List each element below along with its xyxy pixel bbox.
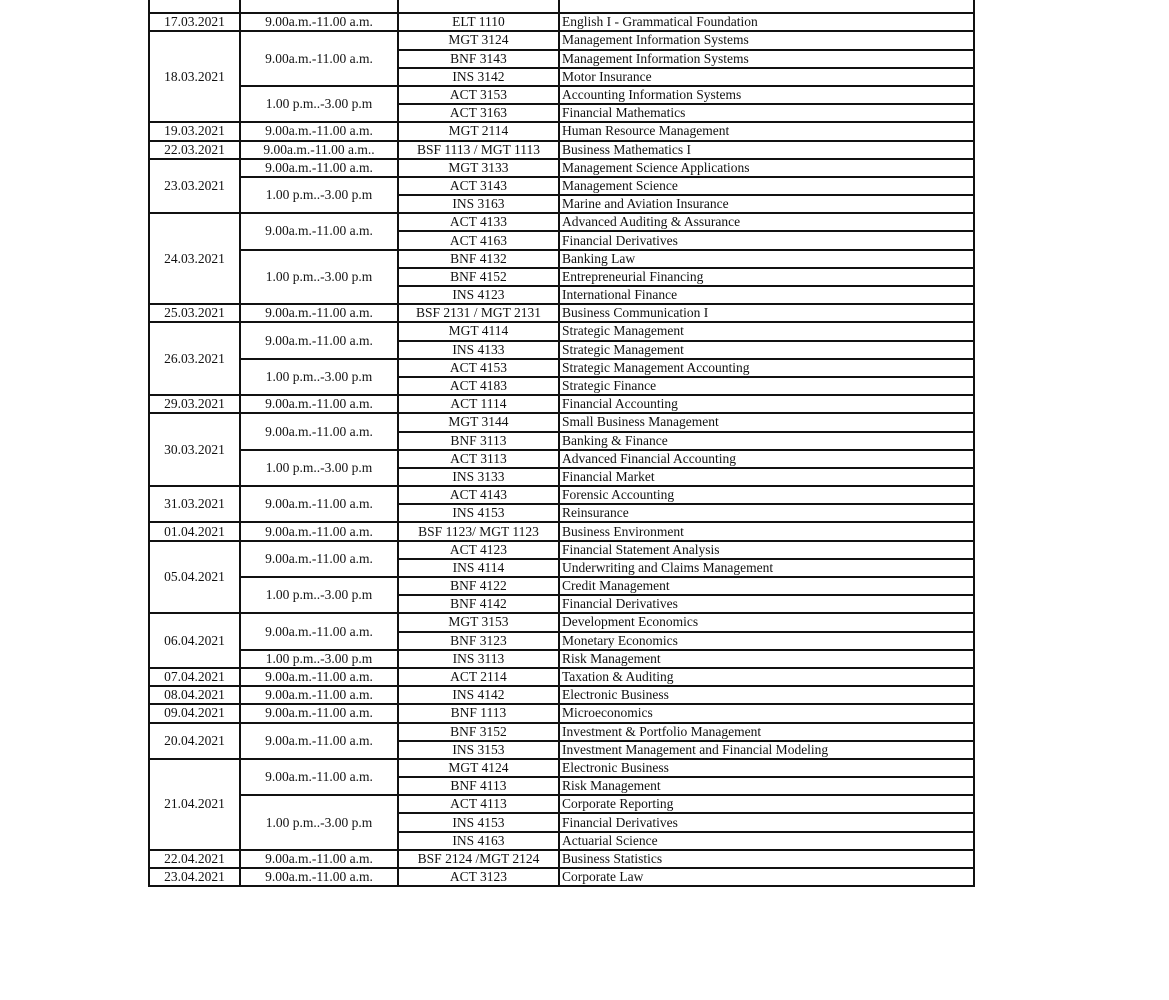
course-code-cell: ACT 3113 bbox=[398, 450, 559, 468]
exam-date-cell: 31.03.2021 bbox=[149, 486, 240, 522]
course-code-cell: MGT 3144 bbox=[398, 413, 559, 431]
course-code-cell: BNF 4113 bbox=[398, 777, 559, 795]
exam-time-cell: 1.00 p.m..-3.00 p.m bbox=[240, 577, 398, 613]
table-row bbox=[149, 359, 974, 377]
course-code-cell: ACT 4123 bbox=[398, 541, 559, 559]
course-name-cell: Corporate Reporting bbox=[559, 795, 974, 813]
course-name-cell: Accounting Information Systems bbox=[559, 86, 974, 104]
exam-time-cell: 9.00a.m.-11.00 a.m. bbox=[240, 413, 398, 449]
exam-time-cell: 1.00 p.m..-3.00 p.m bbox=[240, 86, 398, 122]
table-row bbox=[149, 522, 974, 540]
table-row bbox=[149, 322, 974, 340]
course-code-cell: MGT 3133 bbox=[398, 159, 559, 177]
course-name-cell: Credit Management bbox=[559, 577, 974, 595]
course-name-cell: Financial Market bbox=[559, 468, 974, 486]
table-row bbox=[149, 541, 974, 559]
table-row bbox=[149, 395, 974, 413]
table-row bbox=[149, 668, 974, 686]
exam-time-cell: 1.00 p.m..-3.00 p.m bbox=[240, 795, 398, 850]
course-code-cell bbox=[398, 0, 559, 13]
exam-time-cell: 9.00a.m.-11.00 a.m. bbox=[240, 668, 398, 686]
course-code-cell: ACT 4153 bbox=[398, 359, 559, 377]
exam-date-cell: 18.03.2021 bbox=[149, 31, 240, 122]
course-code-cell: MGT 2114 bbox=[398, 122, 559, 140]
table-row bbox=[149, 0, 974, 13]
course-name-cell: Strategic Finance bbox=[559, 377, 974, 395]
course-name-cell: Development Economics bbox=[559, 613, 974, 631]
exam-time-cell: 9.00a.m.-11.00 a.m. bbox=[240, 850, 398, 868]
course-name-cell: Banking & Finance bbox=[559, 432, 974, 450]
course-code-cell: ACT 3143 bbox=[398, 177, 559, 195]
exam-time-cell: 9.00a.m.-11.00 a.m. bbox=[240, 704, 398, 722]
exam-time-cell: 9.00a.m.-11.00 a.m. bbox=[240, 868, 398, 886]
course-name-cell: Marine and Aviation Insurance bbox=[559, 195, 974, 213]
course-code-cell: MGT 3153 bbox=[398, 613, 559, 631]
exam-date-cell: 22.03.2021 bbox=[149, 141, 240, 159]
course-code-cell: BNF 4152 bbox=[398, 268, 559, 286]
course-name-cell: Financial Mathematics bbox=[559, 104, 974, 122]
exam-date-cell: 20.04.2021 bbox=[149, 723, 240, 759]
course-name-cell: Management Science bbox=[559, 177, 974, 195]
exam-time-cell: 9.00a.m.-11.00 a.m. bbox=[240, 686, 398, 704]
exam-date-cell: 25.03.2021 bbox=[149, 304, 240, 322]
exam-time-cell: 9.00a.m.-11.00 a.m. bbox=[240, 304, 398, 322]
exam-time-cell: 9.00a.m.-11.00 a.m. bbox=[240, 322, 398, 358]
table-row bbox=[149, 31, 974, 49]
course-name-cell: Investment & Portfolio Management bbox=[559, 723, 974, 741]
course-name-cell: Financial Derivatives bbox=[559, 595, 974, 613]
course-code-cell: BSF 1123/ MGT 1123 bbox=[398, 522, 559, 540]
exam-time-cell: 9.00a.m.-11.00 a.m. bbox=[240, 159, 398, 177]
course-code-cell: BNF 1113 bbox=[398, 704, 559, 722]
table-row bbox=[149, 122, 974, 140]
exam-date-cell: 19.03.2021 bbox=[149, 122, 240, 140]
course-name-cell: Business Statistics bbox=[559, 850, 974, 868]
course-name-cell: Financial Derivatives bbox=[559, 231, 974, 249]
table-row bbox=[149, 13, 974, 31]
course-name-cell: Strategic Management Accounting bbox=[559, 359, 974, 377]
course-name-cell: Management Information Systems bbox=[559, 31, 974, 49]
course-name-cell: Small Business Management bbox=[559, 413, 974, 431]
table-row bbox=[149, 304, 974, 322]
exam-time-cell: 9.00a.m.-11.00 a.m.. bbox=[240, 141, 398, 159]
course-code-cell: ACT 4143 bbox=[398, 486, 559, 504]
course-code-cell: BNF 3143 bbox=[398, 50, 559, 68]
course-name-cell: Electronic Business bbox=[559, 686, 974, 704]
course-code-cell: BSF 1113 / MGT 1113 bbox=[398, 141, 559, 159]
course-name-cell: Taxation & Auditing bbox=[559, 668, 974, 686]
course-code-cell: MGT 4124 bbox=[398, 759, 559, 777]
table-row bbox=[149, 723, 974, 741]
course-name-cell: English I - Grammatical Foundation bbox=[559, 13, 974, 31]
course-name-cell: Business Communication I bbox=[559, 304, 974, 322]
table-row bbox=[149, 650, 974, 668]
course-code-cell: INS 4123 bbox=[398, 286, 559, 304]
exam-date-cell: 17.03.2021 bbox=[149, 13, 240, 31]
course-name-cell: Entrepreneurial Financing bbox=[559, 268, 974, 286]
course-code-cell: INS 3163 bbox=[398, 195, 559, 213]
table-row bbox=[149, 613, 974, 631]
course-code-cell: ACT 3163 bbox=[398, 104, 559, 122]
exam-timetable bbox=[148, 0, 975, 887]
exam-time-cell: 9.00a.m.-11.00 a.m. bbox=[240, 395, 398, 413]
exam-date-cell: 22.04.2021 bbox=[149, 850, 240, 868]
exam-date-cell: 30.03.2021 bbox=[149, 413, 240, 486]
course-code-cell: ACT 3153 bbox=[398, 86, 559, 104]
course-code-cell: BNF 3123 bbox=[398, 632, 559, 650]
exam-date-cell: 29.03.2021 bbox=[149, 395, 240, 413]
course-code-cell: ACT 3123 bbox=[398, 868, 559, 886]
course-code-cell: INS 4142 bbox=[398, 686, 559, 704]
exam-time-cell: 9.00a.m.-11.00 a.m. bbox=[240, 759, 398, 795]
course-name-cell: Financial Statement Analysis bbox=[559, 541, 974, 559]
exam-date-cell: 23.04.2021 bbox=[149, 868, 240, 886]
course-name-cell: Actuarial Science bbox=[559, 832, 974, 850]
course-name-cell: Advanced Auditing & Assurance bbox=[559, 213, 974, 231]
table-row bbox=[149, 577, 974, 595]
course-code-cell: ELT 1110 bbox=[398, 13, 559, 31]
course-name-cell: Strategic Management bbox=[559, 341, 974, 359]
course-name-cell: Management Information Systems bbox=[559, 50, 974, 68]
course-code-cell: INS 3142 bbox=[398, 68, 559, 86]
exam-date-cell: 09.04.2021 bbox=[149, 704, 240, 722]
exam-time-cell: 9.00a.m.-11.00 a.m. bbox=[240, 723, 398, 759]
course-code-cell: INS 4133 bbox=[398, 341, 559, 359]
course-name-cell: Investment Management and Financial Modeling bbox=[559, 741, 974, 759]
table-row bbox=[149, 704, 974, 722]
exam-date-cell: 05.04.2021 bbox=[149, 541, 240, 614]
course-code-cell: INS 3153 bbox=[398, 741, 559, 759]
exam-time-cell: 1.00 p.m..-3.00 p.m bbox=[240, 177, 398, 213]
course-name-cell: International Finance bbox=[559, 286, 974, 304]
course-code-cell: BNF 3113 bbox=[398, 432, 559, 450]
course-code-cell: ACT 4183 bbox=[398, 377, 559, 395]
table-row bbox=[149, 450, 974, 468]
exam-time-cell: 1.00 p.m..-3.00 p.m bbox=[240, 650, 398, 668]
course-code-cell: INS 4153 bbox=[398, 504, 559, 522]
course-name-cell: Forensic Accounting bbox=[559, 486, 974, 504]
exam-time-cell: 9.00a.m.-11.00 a.m. bbox=[240, 613, 398, 649]
course-code-cell: BSF 2131 / MGT 2131 bbox=[398, 304, 559, 322]
course-code-cell: ACT 2114 bbox=[398, 668, 559, 686]
exam-time-cell: 1.00 p.m..-3.00 p.m bbox=[240, 359, 398, 395]
exam-date-cell bbox=[149, 0, 240, 13]
course-name-cell: Risk Management bbox=[559, 777, 974, 795]
course-name-cell: Management Science Applications bbox=[559, 159, 974, 177]
exam-date-cell: 26.03.2021 bbox=[149, 322, 240, 395]
course-code-cell: BNF 3152 bbox=[398, 723, 559, 741]
course-name-cell: Corporate Law bbox=[559, 868, 974, 886]
exam-time-cell: 9.00a.m.-11.00 a.m. bbox=[240, 213, 398, 249]
course-name-cell: Motor Insurance bbox=[559, 68, 974, 86]
exam-date-cell: 08.04.2021 bbox=[149, 686, 240, 704]
exam-time-cell: 9.00a.m.-11.00 a.m. bbox=[240, 31, 398, 86]
table-row bbox=[149, 159, 974, 177]
course-name-cell: Microeconomics bbox=[559, 704, 974, 722]
course-code-cell: INS 4153 bbox=[398, 813, 559, 831]
course-name-cell: Human Resource Management bbox=[559, 122, 974, 140]
course-name-cell: Financial Accounting bbox=[559, 395, 974, 413]
exam-time-cell bbox=[240, 0, 398, 13]
course-code-cell: ACT 4163 bbox=[398, 231, 559, 249]
exam-date-cell: 23.03.2021 bbox=[149, 159, 240, 214]
course-code-cell: INS 4163 bbox=[398, 832, 559, 850]
course-name-cell: Underwriting and Claims Management bbox=[559, 559, 974, 577]
course-name-cell: Risk Management bbox=[559, 650, 974, 668]
table-row bbox=[149, 213, 974, 231]
course-name-cell: Business Environment bbox=[559, 522, 974, 540]
table-row bbox=[149, 795, 974, 813]
course-name-cell: Financial Derivatives bbox=[559, 813, 974, 831]
course-name-cell: Advanced Financial Accounting bbox=[559, 450, 974, 468]
table-row bbox=[149, 850, 974, 868]
course-code-cell: MGT 4114 bbox=[398, 322, 559, 340]
table-row bbox=[149, 141, 974, 159]
exam-date-cell: 01.04.2021 bbox=[149, 522, 240, 540]
course-code-cell: INS 3133 bbox=[398, 468, 559, 486]
course-code-cell: BNF 4132 bbox=[398, 250, 559, 268]
exam-date-cell: 06.04.2021 bbox=[149, 613, 240, 668]
table-row bbox=[149, 250, 974, 268]
course-code-cell: BNF 4122 bbox=[398, 577, 559, 595]
exam-time-cell: 9.00a.m.-11.00 a.m. bbox=[240, 486, 398, 522]
table-row bbox=[149, 86, 974, 104]
exam-time-cell: 9.00a.m.-11.00 a.m. bbox=[240, 13, 398, 31]
table-row bbox=[149, 413, 974, 431]
course-name-cell: Electronic Business bbox=[559, 759, 974, 777]
course-code-cell: BSF 2124 /MGT 2124 bbox=[398, 850, 559, 868]
exam-time-cell: 1.00 p.m..-3.00 p.m bbox=[240, 250, 398, 305]
course-name-cell: Business Mathematics I bbox=[559, 141, 974, 159]
exam-date-cell: 24.03.2021 bbox=[149, 213, 240, 304]
course-code-cell: INS 3113 bbox=[398, 650, 559, 668]
course-name-cell: Monetary Economics bbox=[559, 632, 974, 650]
course-name-cell: Strategic Management bbox=[559, 322, 974, 340]
course-name-cell: Banking Law bbox=[559, 250, 974, 268]
exam-time-cell: 9.00a.m.-11.00 a.m. bbox=[240, 522, 398, 540]
exam-time-cell: 9.00a.m.-11.00 a.m. bbox=[240, 122, 398, 140]
table-row bbox=[149, 177, 974, 195]
table-row bbox=[149, 686, 974, 704]
course-name-cell: Reinsurance bbox=[559, 504, 974, 522]
course-code-cell: BNF 4142 bbox=[398, 595, 559, 613]
exam-time-cell: 9.00a.m.-11.00 a.m. bbox=[240, 541, 398, 577]
course-code-cell: ACT 4133 bbox=[398, 213, 559, 231]
table-row bbox=[149, 868, 974, 886]
course-code-cell: INS 4114 bbox=[398, 559, 559, 577]
course-code-cell: ACT 1114 bbox=[398, 395, 559, 413]
exam-date-cell: 07.04.2021 bbox=[149, 668, 240, 686]
course-code-cell: MGT 3124 bbox=[398, 31, 559, 49]
course-code-cell: ACT 4113 bbox=[398, 795, 559, 813]
table-row bbox=[149, 486, 974, 504]
course-name-cell bbox=[559, 0, 974, 13]
exam-date-cell: 21.04.2021 bbox=[149, 759, 240, 850]
table-row bbox=[149, 759, 974, 777]
exam-time-cell: 1.00 p.m..-3.00 p.m bbox=[240, 450, 398, 486]
timetable-body bbox=[149, 0, 974, 886]
